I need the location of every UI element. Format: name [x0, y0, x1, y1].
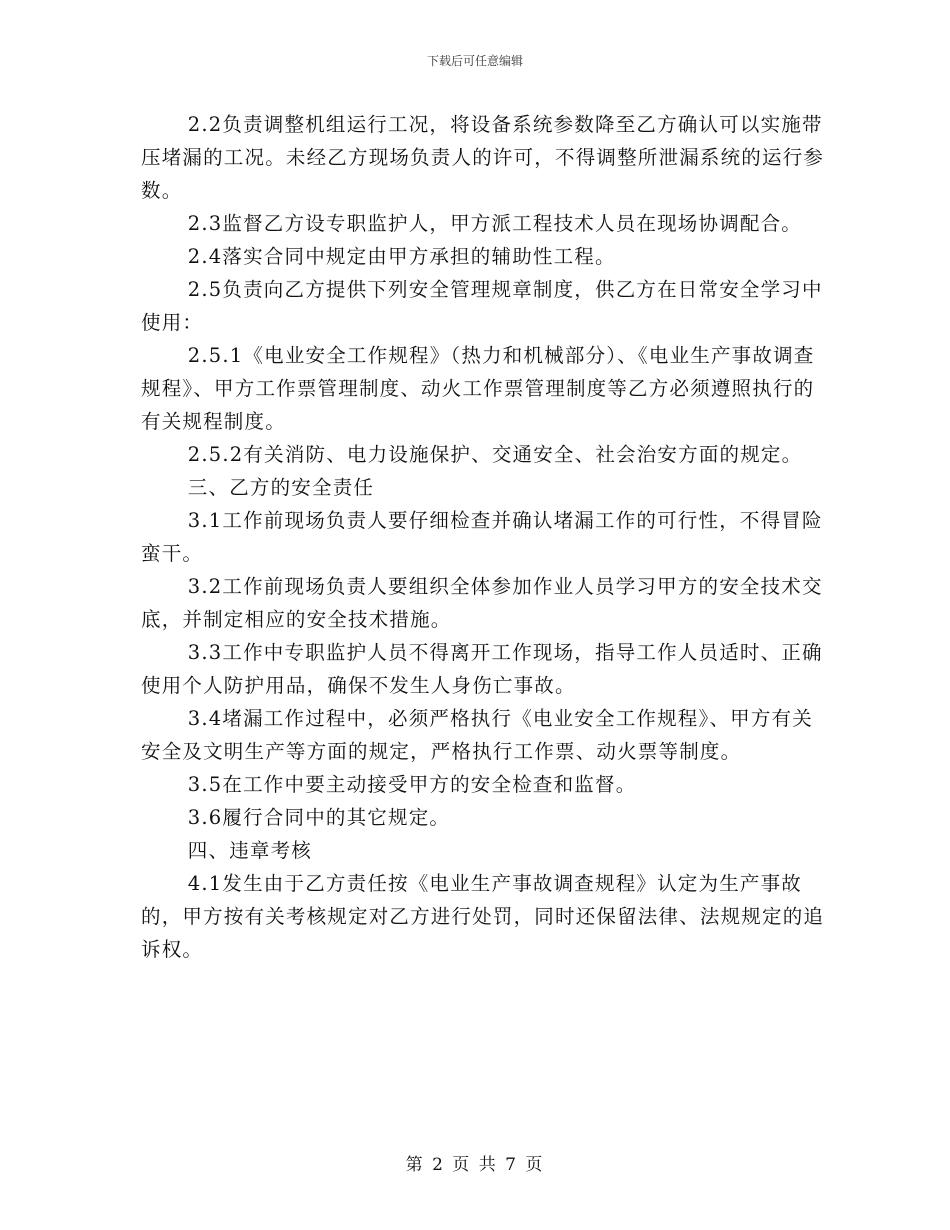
section-heading-3: 三、乙方的安全责任 [187, 476, 375, 499]
paragraph-3-3: 3.3工作中专职监护人员不得离开工作现场，指导工作人员适时、正确使用个人防护用品，确保不发生人身伤亡事故。 [141, 641, 823, 697]
document-body [141, 108, 831, 966]
paragraph-2-3: 2.3监督乙方设专职监护人，甲方派工程技术人员在现场协调配合。 [187, 212, 803, 235]
paragraph-3-6: 3.6履行合同中的其它规定。 [187, 806, 451, 829]
page-header: 下载后可任意编辑 [426, 54, 523, 68]
paragraph-3-4: 3.4堵漏工作过程中，必须严格执行《电业安全工作规程》、甲方有关安全及文明生产等方面的规定，严格执行工作票、动火票等制度。 [141, 707, 813, 763]
paragraph-3-1: 3.1工作前现场负责人要仔细检查并确认堵漏工作的可行性，不得冒险蛮干。 [141, 509, 823, 565]
paragraph-2-5: 2.5负责向乙方提供下列安全管理规章制度，供乙方在日常安全学习中使用： [141, 278, 823, 334]
paragraph-4-1: 4.1发生由于乙方责任按《电业生产事故调查规程》认定为生产事故的，甲方按有关考核规定对乙方进行处罚，同时还保留法律、法规规定的追诉权。 [141, 872, 825, 961]
paragraph-2-5-1: 2.5.1《电业安全工作规程》（热力和机械部分）、《电业生产事故调查规程》、甲方工作票管理制度、动火工作票管理制度等乙方必须遵照执行的有关规程制度。 [141, 344, 815, 433]
paragraph-3-2: 3.2工作前现场负责人要组织全体参加作业人员学习甲方的安全技术交底，并制定相应的安全技术措施。 [141, 575, 823, 631]
page-number: 第 2 页 共 7 页 [405, 1155, 545, 1175]
paragraph-3-5: 3.5在工作中要主动接受甲方的安全检查和监督。 [187, 773, 637, 796]
paragraph-2-2: 2.2负责调整机组运行工况，将设备系统参数降至乙方确认可以实施带压堵漏的工况。未经乙方现场负责人的许可，不得调整所泄漏系统的运行参数。 [141, 113, 825, 202]
section-heading-4: 四、违章考核 [187, 839, 312, 862]
paragraph-2-4: 2.4落实合同中规定由甲方承担的辅助性工程。 [187, 245, 616, 268]
paragraph-2-5-2: 2.5.2有关消防、电力设施保护、交通安全、社会治安方面的规定。 [187, 443, 803, 466]
